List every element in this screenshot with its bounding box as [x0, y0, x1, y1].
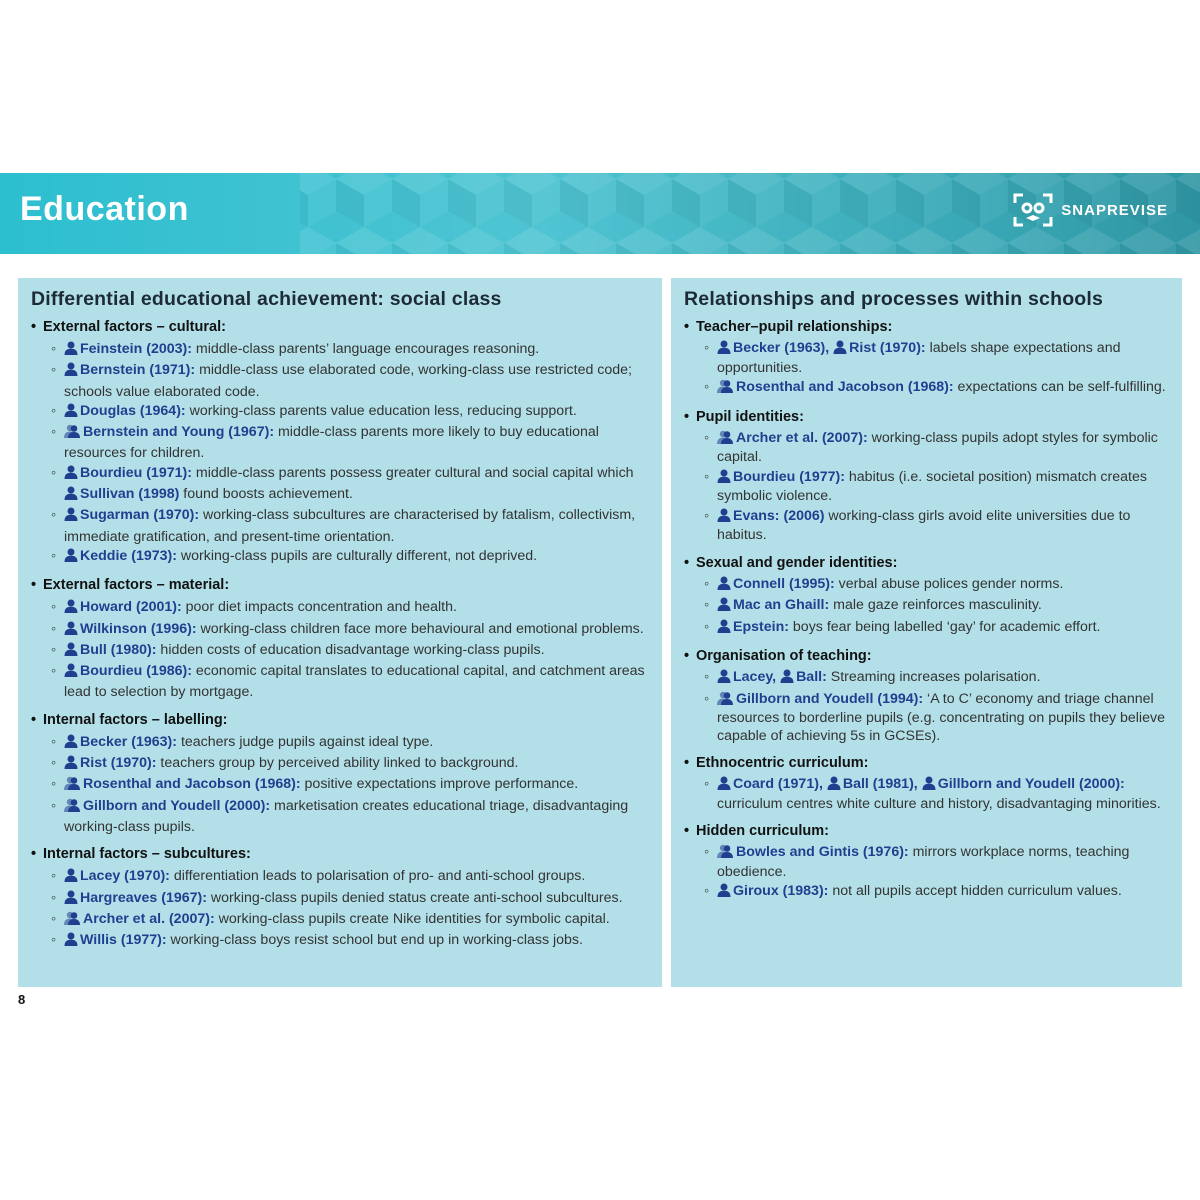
sociologist-reference: Sullivan (1998)	[80, 486, 180, 503]
list-item	[51, 598, 649, 619]
item-text: teachers group by perceived ability linked to background.	[156, 755, 519, 772]
sociologist-reference: Lacey,	[733, 669, 781, 685]
panel-within-schools	[671, 278, 1182, 987]
item-list	[684, 340, 1169, 399]
sociologist-reference: Howard (2001):	[80, 599, 182, 616]
section-title	[684, 319, 1169, 335]
list-item	[704, 669, 1169, 689]
item-text: habitus (i.e. societal position) mismatch creates symbolic violence.	[717, 468, 1147, 504]
person-icon	[717, 340, 731, 360]
bullet-marker: •	[31, 846, 37, 863]
bullet-marker: •	[684, 823, 690, 839]
sociologist-reference: Archer et al. (2007):	[736, 429, 868, 446]
list-item	[704, 691, 1169, 746]
list-item	[704, 340, 1169, 377]
item-list	[31, 867, 649, 952]
people-icon	[717, 691, 734, 711]
person-icon	[64, 755, 78, 775]
sociologist-reference: Gillborn and Youdell (1994):	[736, 690, 924, 707]
person-icon	[64, 642, 78, 662]
list-item	[51, 620, 649, 641]
item-text: boys fear being labelled ‘gay’ for academic effort.	[788, 618, 1101, 635]
topic-section	[31, 319, 649, 568]
item-text: middle-class parents’ language encourages reasoning.	[191, 341, 540, 357]
sociologist-reference: Bourdieu (1986):	[80, 663, 192, 680]
item-text: working-class pupils are culturally different, not deprived.	[176, 547, 538, 564]
list-item	[51, 867, 649, 888]
person-icon	[64, 734, 78, 754]
section-title-text: Organisation of teaching:	[696, 648, 872, 664]
person-icon	[717, 597, 731, 617]
person-icon	[64, 868, 78, 888]
list-item	[704, 619, 1169, 639]
item-text: mirrors workplace norms, teaching obedience.	[717, 844, 1130, 880]
page-title: Education	[20, 190, 189, 228]
section-title	[684, 409, 1169, 425]
sociologist-reference: Giroux (1983):	[733, 883, 829, 899]
bullet-marker: •	[684, 408, 690, 425]
bullet-marker: •	[31, 711, 37, 728]
topic-section	[684, 409, 1169, 545]
item-text: middle-class parents more likely to buy educational resources for children.	[64, 424, 599, 462]
sociologist-reference: Lacey (1970):	[80, 868, 170, 885]
section-title-text: Hidden curriculum:	[696, 823, 829, 839]
section-title	[684, 823, 1169, 839]
section-title-text: Teacher–pupil relationships:	[696, 319, 893, 335]
people-icon	[64, 776, 81, 796]
person-icon	[64, 403, 78, 423]
list-item	[51, 506, 649, 547]
person-icon	[64, 932, 78, 952]
list-item	[51, 402, 649, 423]
section-title-text: External factors – cultural:	[43, 319, 226, 335]
sociologist-reference: Ball (1981),	[842, 776, 922, 792]
list-item	[704, 576, 1169, 596]
sociologist-reference: Rosenthal and Jacobson (1968):	[83, 776, 301, 793]
section-list	[31, 319, 649, 952]
brand-logo	[1013, 193, 1168, 227]
topic-section	[31, 577, 649, 702]
topic-section	[684, 755, 1169, 813]
item-list	[31, 733, 649, 837]
sociologist-reference: Evans: (2006)	[733, 507, 825, 524]
item-text: ‘A to C’ economy and triage channel resources to borderline pupils (e.g. concentrating on pupils they believe capable of achieving 5s in GCSEs).	[717, 690, 1165, 744]
person-icon	[717, 669, 731, 689]
person-icon	[64, 890, 78, 910]
item-text: expectations can be self-fulfilling.	[953, 379, 1166, 395]
list-item	[704, 597, 1169, 617]
item-list	[684, 576, 1169, 639]
section-title-text: Internal factors – subcultures:	[43, 846, 251, 863]
person-icon	[64, 486, 78, 506]
item-text: economic capital translates to educational capital, and catchment areas lead to selection by mortgage.	[64, 663, 645, 701]
sociologist-reference: Wilkinson (1996):	[80, 620, 197, 637]
person-icon	[717, 576, 731, 596]
person-icon	[64, 621, 78, 641]
item-text: verbal abuse polices gender norms.	[834, 575, 1064, 592]
section-title	[31, 712, 649, 728]
section-title	[684, 648, 1169, 664]
section-list	[684, 319, 1169, 903]
item-text: middle-class parents possess greater cultural and social capital which	[191, 464, 634, 481]
item-list	[684, 669, 1169, 745]
sociologist-reference: Ball:	[796, 669, 827, 685]
sociologist-reference: Becker (1963):	[80, 733, 178, 750]
brand-name: SNAPREVISE	[1061, 201, 1168, 219]
bullet-marker: •	[31, 577, 37, 594]
list-item	[51, 547, 649, 568]
list-item	[704, 883, 1169, 903]
list-item	[704, 776, 1169, 813]
header-banner	[0, 173, 1200, 254]
sociologist-reference: Douglas (1964):	[80, 402, 186, 419]
people-icon	[64, 424, 81, 444]
people-icon	[64, 798, 81, 818]
person-icon	[64, 341, 78, 361]
list-item	[704, 469, 1169, 506]
sociologist-reference: Rosenthal and Jacobson (1968):	[736, 379, 954, 395]
list-item	[51, 662, 649, 703]
section-title	[31, 846, 649, 862]
sociologist-reference: Willis (1977):	[80, 932, 167, 949]
bullet-marker: •	[684, 554, 690, 571]
item-text: poor diet impacts concentration and health.	[181, 599, 457, 616]
list-item	[51, 797, 649, 838]
list-item	[51, 733, 649, 754]
sociologist-reference: Feinstein (2003):	[80, 341, 192, 357]
people-icon	[64, 911, 81, 931]
person-icon	[922, 776, 936, 796]
list-item	[51, 889, 649, 910]
item-text: working-class pupils denied status create anti-school subcultures.	[206, 889, 623, 906]
list-item	[51, 775, 649, 796]
page-number: 8	[18, 992, 26, 1007]
topic-section	[684, 648, 1169, 745]
list-item	[704, 844, 1169, 881]
item-text: working-class boys resist school but end up in working-class jobs.	[166, 932, 583, 949]
person-icon	[717, 776, 731, 796]
item-text: not all pupils accept hidden curriculum values.	[828, 883, 1122, 899]
item-text: working-class parents value education less, reducing support.	[185, 402, 577, 419]
item-text: working-class pupils create Nike identities for symbolic capital.	[214, 910, 610, 927]
item-text: middle-class use elaborated code, working-class use restricted code; schools value elaborated code.	[64, 362, 632, 400]
person-icon	[780, 669, 794, 689]
sociologist-reference: Bourdieu (1971):	[80, 464, 192, 481]
item-list	[31, 340, 649, 568]
sociologist-reference: Bourdieu (1977):	[733, 468, 845, 485]
item-text: working-class girls avoid elite universities due to habitus.	[717, 507, 1131, 543]
panel-heading: Differential educational achievement: social class	[31, 288, 502, 310]
item-text: found boosts achievement.	[179, 486, 353, 503]
sociologist-reference: Epstein:	[733, 618, 789, 635]
people-icon	[717, 379, 734, 399]
bullet-marker: •	[31, 319, 37, 335]
item-text: marketisation creates educational triage, disadvantaging working-class pupils.	[64, 797, 629, 835]
person-icon	[64, 599, 78, 619]
person-icon	[833, 340, 847, 360]
sociologist-reference: Mac an Ghaill:	[733, 597, 830, 613]
snaprevise-logo-icon	[1013, 193, 1053, 227]
person-icon	[64, 362, 78, 382]
topic-section	[684, 555, 1169, 639]
list-item	[51, 754, 649, 775]
item-text: hidden costs of education disadvantage working-class pupils.	[156, 641, 545, 658]
list-item	[704, 379, 1169, 399]
sociologist-reference: Coard (1971),	[733, 776, 827, 792]
section-title	[31, 319, 649, 335]
sociologist-reference: Bernstein (1971):	[80, 362, 196, 379]
section-title-text: External factors – material:	[43, 577, 230, 594]
item-list	[684, 844, 1169, 903]
bullet-marker: •	[684, 755, 690, 771]
section-title-text: Internal factors – labelling:	[43, 711, 228, 728]
item-text: male gaze reinforces masculinity.	[829, 597, 1042, 613]
sociologist-reference: Bull (1980):	[80, 641, 157, 658]
section-title	[684, 755, 1169, 771]
topic-section	[684, 823, 1169, 903]
sociologist-reference: Sugarman (1970):	[80, 507, 200, 524]
person-icon	[64, 548, 78, 568]
sociologist-reference: Rist (1970):	[849, 340, 926, 356]
list-item	[704, 430, 1169, 467]
panel-social-class	[18, 278, 662, 987]
list-item	[51, 423, 649, 464]
sociologist-reference: Connell (1995):	[733, 575, 835, 592]
section-title	[31, 577, 649, 593]
person-icon	[64, 507, 78, 527]
item-text: teachers judge pupils against ideal type.	[177, 733, 434, 750]
person-icon	[717, 508, 731, 528]
list-item	[704, 508, 1169, 545]
people-icon	[717, 430, 734, 450]
sociologist-reference: Archer et al. (2007):	[83, 910, 215, 927]
item-text: labels shape expectations and opportunities.	[717, 340, 1121, 376]
sociologist-reference: Becker (1963),	[733, 340, 834, 356]
person-icon	[64, 663, 78, 683]
bullet-marker: •	[684, 319, 690, 335]
item-list	[684, 776, 1169, 813]
item-text: positive expectations improve performance.	[300, 776, 579, 793]
panel-heading: Relationships and processes within schools	[684, 288, 1104, 310]
item-text: working-class subcultures are characterised by fatalism, collectivism, immediate gratification, and present-time orientation.	[64, 507, 636, 545]
sociologist-reference: Keddie (1973):	[80, 547, 177, 564]
person-icon	[717, 619, 731, 639]
item-text: differentiation leads to polarisation of pro- and anti-school groups.	[169, 868, 586, 885]
topic-section	[31, 712, 649, 837]
person-icon	[717, 883, 731, 903]
item-list	[31, 598, 649, 702]
sociologist-reference: Gillborn and Youdell (2000):	[937, 776, 1125, 792]
sociologist-reference: Rist (1970):	[80, 755, 157, 772]
sociologist-reference: Hargreaves (1967):	[80, 889, 207, 906]
list-item	[51, 931, 649, 952]
sociologist-reference: Bernstein and Young (1967):	[83, 424, 275, 441]
item-text: curriculum centres white culture and history, disadvantaging minorities.	[717, 795, 1161, 812]
item-list	[684, 430, 1169, 545]
section-title	[684, 555, 1169, 571]
section-title-text: Ethnocentric curriculum:	[696, 755, 869, 771]
list-item	[51, 361, 649, 402]
item-text: working-class pupils adopt styles for symbolic capital.	[717, 429, 1158, 465]
list-item	[51, 641, 649, 662]
sociologist-reference: Gillborn and Youdell (2000):	[83, 797, 271, 814]
list-item	[51, 340, 649, 361]
sociologist-reference: Bowles and Gintis (1976):	[736, 844, 909, 860]
list-item	[51, 910, 649, 931]
person-icon	[827, 776, 841, 796]
list-item	[51, 464, 649, 507]
topic-section	[684, 319, 1169, 399]
section-title-text: Sexual and gender identities:	[696, 554, 898, 571]
item-text: working-class children face more behavioural and emotional problems.	[196, 620, 644, 637]
topic-section	[31, 846, 649, 952]
person-icon	[717, 469, 731, 489]
bullet-marker: •	[684, 648, 690, 664]
item-text: Streaming increases polarisation.	[826, 669, 1041, 685]
section-title-text: Pupil identities:	[696, 408, 804, 425]
person-icon	[64, 465, 78, 485]
people-icon	[717, 844, 734, 864]
